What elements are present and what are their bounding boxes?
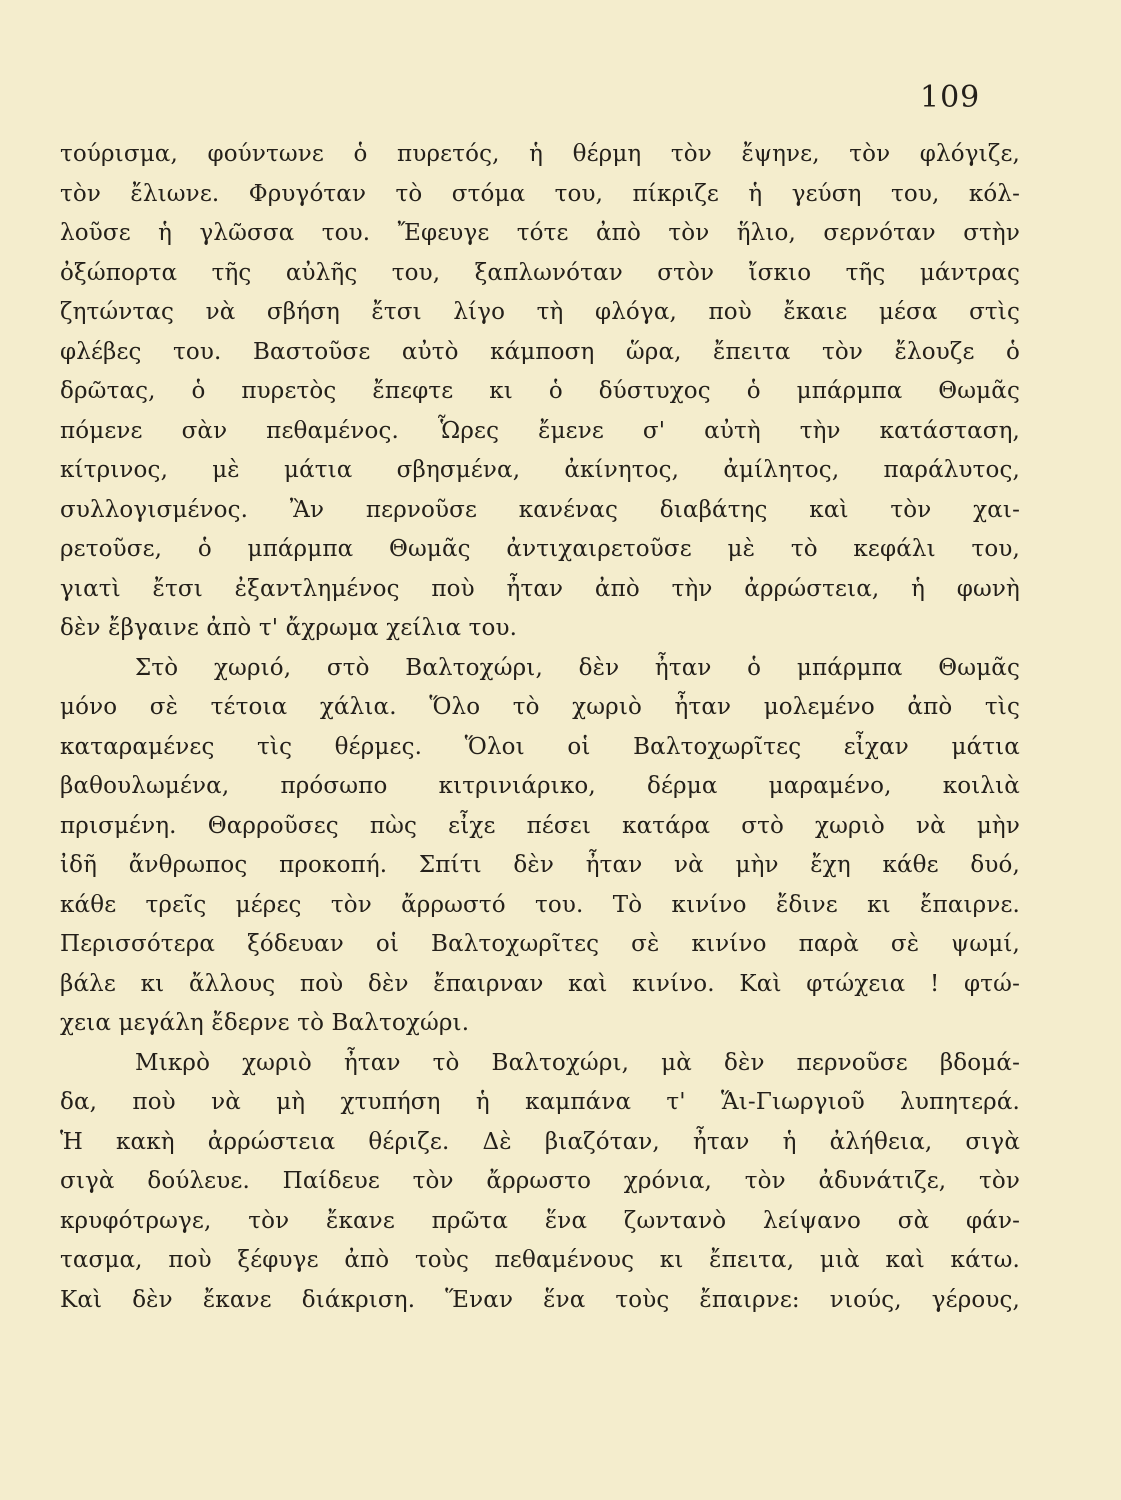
- text-line: τασμα, ποὺ ξέφυγε ἀπὸ τοὺς πεθαμένους κι ἔπειτα, μιὰ καὶ κάτω.: [60, 1247, 1020, 1273]
- text-line: φλέβες του. Βαστοῦσε αὐτὸ κάμποση ὥρα, ἔπειτα τὸν ἔλουζε ὁ: [60, 338, 1020, 365]
- text-line: πρισμένη. Θαρροῦσες πὼς εἶχε πέσει κατάρα στὸ χωριὸ νὰ μὴν: [60, 812, 1020, 839]
- text-line: δὲν ἔβγαινε ἀπὸ τ' ἄχρωμα χείλια του.: [60, 615, 518, 641]
- text-line: ὀξώπορτα τῆς αὐλῆς του, ξαπλωνόταν στὸν ἴσκιο τῆς μάντρας: [60, 259, 1020, 286]
- text-line: τούρισμα, φούντωνε ὁ πυρετός, ἡ θέρμη τὸν ἔψηνε, τὸν φλόγιζε,: [60, 141, 1020, 167]
- text-line: δρῶτας, ὁ πυρετὸς ἔπεφτε κι ὁ δύστυχος ὁ μπάρμπα Θωμᾶς: [60, 378, 1020, 404]
- text-line: τὸν ἔλιωνε. Φρυγόταν τὸ στόμα του, πίκριζε ἡ γεύση του, κόλ-: [60, 180, 1020, 207]
- text-line: βαθουλωμένα, πρόσωπο κιτρινιάρικο, δέρμα μαραμένο, κοιλιὰ: [60, 773, 1020, 799]
- text-line: συλλογισμένος. Ἂν περνοῦσε κανένας διαβάτης καὶ τὸν χαι-: [60, 496, 1020, 523]
- text-line: Περισσότερα ξόδευαν οἱ Βαλτοχωρῖτες σὲ κινίνο παρὰ σὲ ψωμί,: [60, 931, 1020, 957]
- text-line: ἰδῆ ἄνθρωπος προκοπή. Σπίτι δὲν ἦταν νὰ μὴν ἔχη κάθε δυό,: [60, 852, 1020, 878]
- text-line: Μικρὸ χωριὸ ἦταν τὸ Βαλτοχώρι, μὰ δὲν περνοῦσε βδομά-: [135, 1049, 1020, 1076]
- text-line: ζητώντας νὰ σβήση ἔτσι λίγο τὴ φλόγα, ποὺ ἔκαιε μέσα στὶς: [60, 299, 1020, 325]
- text-line: Καὶ δὲν ἔκανε διάκριση. Ἕναν ἕνα τοὺς ἔπαιρνε: νιούς, γέρους,: [60, 1286, 1020, 1313]
- text-line: πόμενε σὰν πεθαμένος. Ὧρες ἔμενε σ' αὐτὴ τὴν κατάσταση,: [60, 417, 1020, 444]
- text-line: κάθε τρεῖς μέρες τὸν ἄρρωστό του. Τὸ κινίνο ἔδινε κι ἔπαιρνε.: [60, 891, 1020, 918]
- page-number: 109: [920, 80, 981, 115]
- text-line: ρετοῦσε, ὁ μπάρμπα Θωμᾶς ἀντιχαιρετοῦσε μὲ τὸ κεφάλι του,: [60, 536, 1020, 562]
- text-line: λοῦσε ἡ γλῶσσα του. Ἔφευγε τότε ἀπὸ τὸν ἥλιο, σερνόταν στὴν: [60, 220, 1020, 246]
- text-line: κίτρινος, μὲ μάτια σβησμένα, ἀκίνητος, ἀμίλητος, παράλυτος,: [60, 457, 1020, 483]
- text-line: μόνο σὲ τέτοια χάλια. Ὅλο τὸ χωριὸ ἦταν μολεμένο ἀπὸ τὶς: [60, 694, 1020, 720]
- text-line: βάλε κι ἄλλους ποὺ δὲν ἔπαιρναν καὶ κινίνο. Καὶ φτώχεια ! φτώ-: [60, 970, 1020, 997]
- text-line: Στὸ χωριό, στὸ Βαλτοχώρι, δὲν ἦταν ὁ μπάρμπα Θωμᾶς: [135, 654, 1020, 681]
- text-line: δα, ποὺ νὰ μὴ χτυπήση ἡ καμπάνα τ' Ἅι-Γιωργιοῦ λυπητερά.: [60, 1089, 1020, 1115]
- text-line: σιγὰ δούλευε. Παίδευε τὸν ἄρρωστο χρόνια, τὸν ἀδυνάτιζε, τὸν: [60, 1168, 1020, 1194]
- text-line: χεια μεγάλη ἔδερνε τὸ Βαλτοχώρι.: [60, 1010, 470, 1036]
- text-line: Ἡ κακὴ ἀρρώστεια θέριζε. Δὲ βιαζόταν, ἦταν ἡ ἀλήθεια, σιγὰ: [60, 1128, 1020, 1155]
- text-line: κρυφότρωγε, τὸν ἔκανε πρῶτα ἕνα ζωντανὸ λείψανο σὰ φάν-: [60, 1207, 1020, 1234]
- text-line: γιατὶ ἔτσι ἐξαντλημένος ποὺ ἦταν ἀπὸ τὴν ἀρρώστεια, ἡ φωνὴ: [60, 575, 1020, 602]
- text-line: καταραμένες τὶς θέρμες. Ὅλοι οἱ Βαλτοχωρῖτες εἶχαν μάτια: [60, 733, 1020, 760]
- body-text: [60, 135, 1020, 1320]
